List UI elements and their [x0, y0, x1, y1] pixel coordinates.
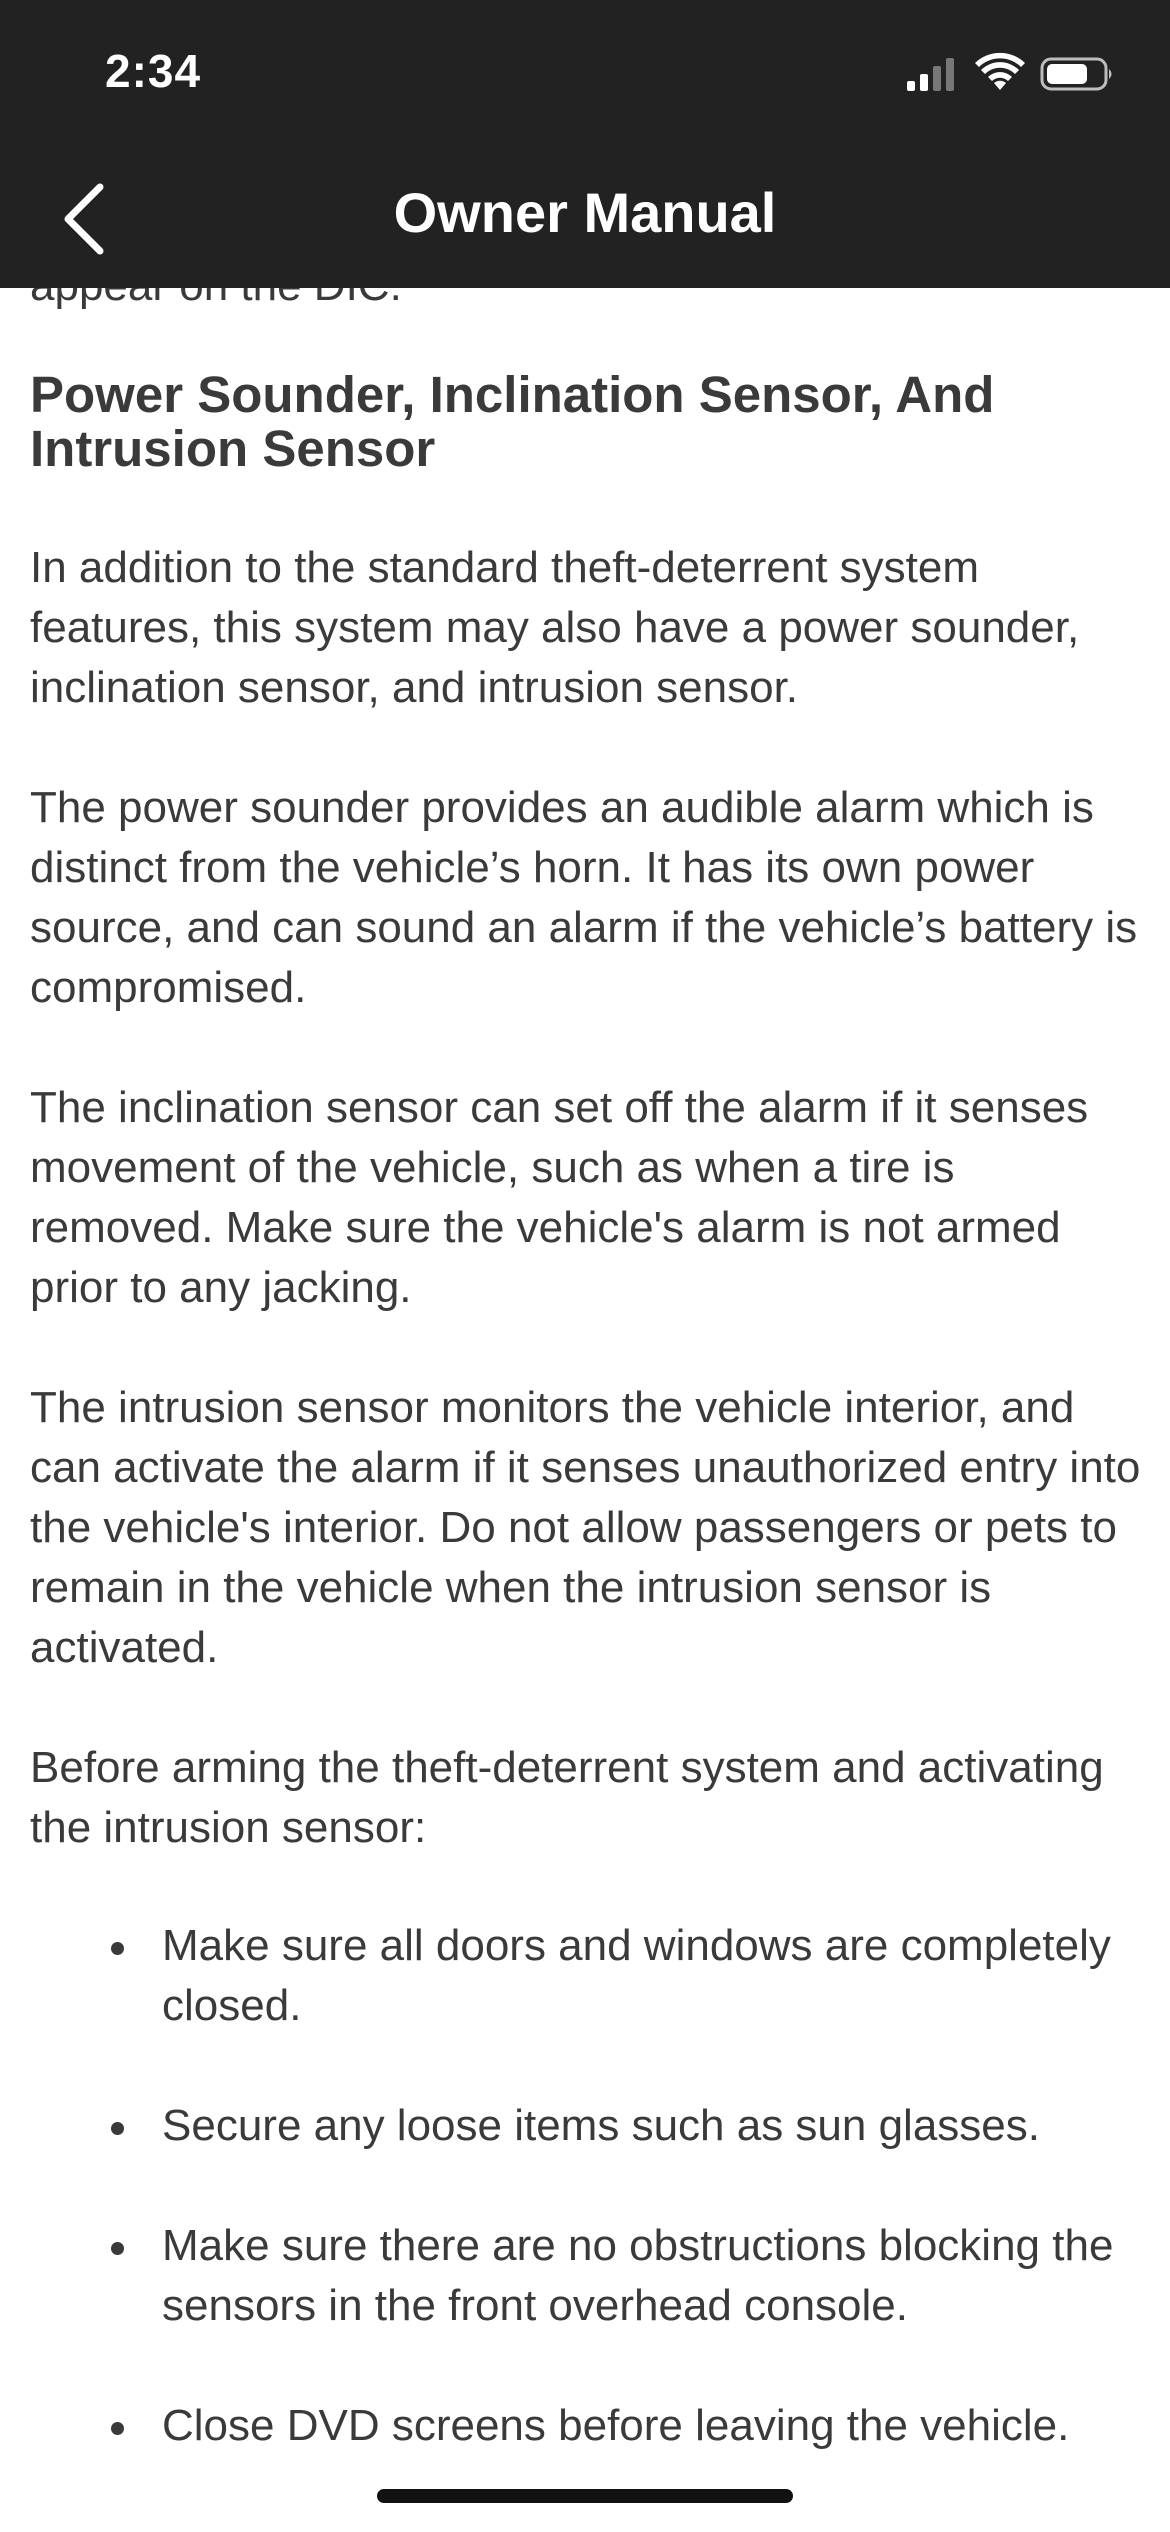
cellular-signal-icon — [905, 56, 957, 92]
list-item: Make sure all doors and windows are completely closed. — [0, 1916, 1170, 2036]
list-item: Make sure there are no obstructions blocking the sensors in the front overhead console. — [0, 2216, 1170, 2336]
checklist — [0, 1916, 1170, 2516]
manual-content[interactable] — [0, 200, 1170, 2532]
list-item: Secure any loose items such as sun glasses. — [0, 2096, 1170, 2156]
paragraph-before-arming: Before arming the theft-deterrent system and activating the intrusion sensor: — [30, 1743, 1104, 1852]
home-indicator[interactable] — [377, 2489, 793, 2503]
paragraph-intro: In addition to the standard theft-deterrent system features, this system may also have a power sounder, inclination sensor, and intrusion sensor. — [30, 543, 1080, 712]
section-heading: Power Sounder, Inclination Sensor, And Intrusion Sensor — [30, 366, 995, 477]
paragraph-intrusion-sensor: The intrusion sensor monitors the vehicle interior, and can activate the alarm if it senses unauthorized entry into the vehicle's interior. Do not allow passengers or pets to remain in the vehicle when the intrusion sensor is activated. — [30, 1383, 1141, 1672]
battery-icon — [1040, 56, 1116, 92]
wifi-icon — [975, 52, 1025, 92]
status-time: 2:34 — [105, 45, 202, 97]
navigation-bar — [0, 145, 1170, 288]
paragraph-inclination-sensor: The inclination sensor can set off the alarm if it senses movement of the vehicle, such as when a tire is removed. Make sure the vehicle's alarm is not armed prior to any jacking. — [30, 1083, 1089, 1312]
app-header — [0, 0, 1170, 288]
list-item: Close DVD screens before leaving the vehicle. — [0, 2396, 1170, 2516]
status-bar — [0, 0, 1170, 145]
paragraph-power-sounder: The power sounder provides an audible alarm which is distinct from the vehicle’s horn. It has its own power source, and can sound an alarm if the vehicle’s battery is compromised. — [30, 783, 1138, 1012]
page-title: Owner Manual — [393, 181, 777, 244]
